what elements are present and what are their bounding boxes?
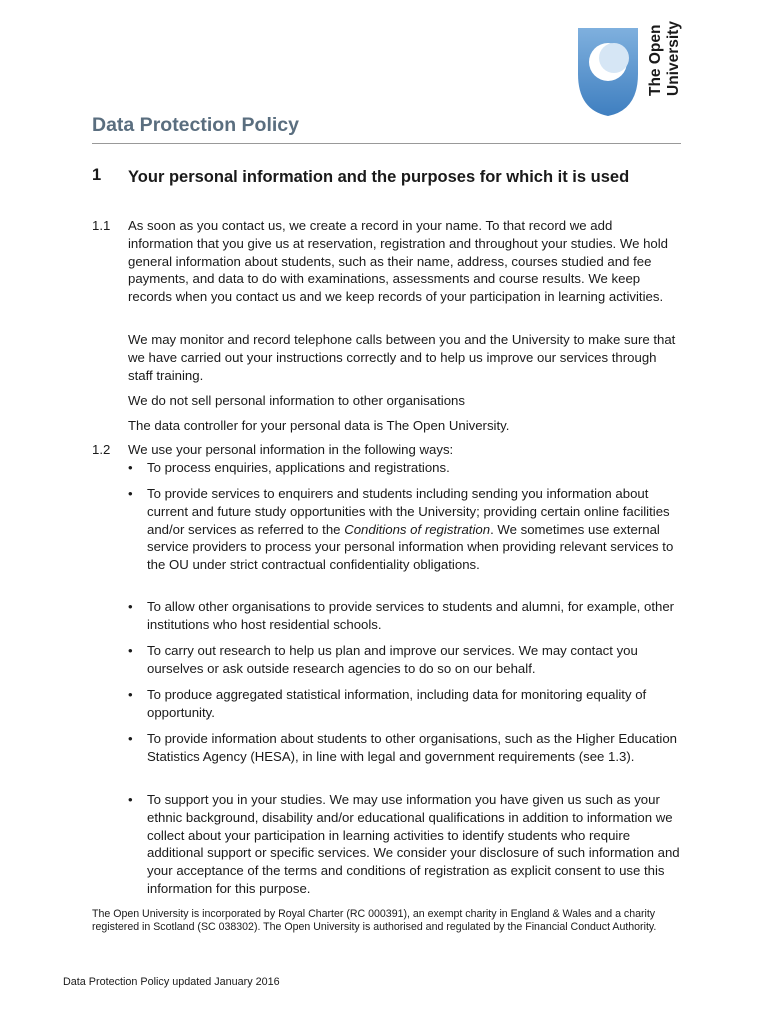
section-number: 1 <box>92 166 102 184</box>
list-item-text: To carry out research to help us plan and improve our services. We may contact you ourselves or ask outside research agencies to do so on our behalf. <box>147 643 638 676</box>
list-item <box>128 642 680 678</box>
clause-1-2-intro: We use your personal information in the following ways: <box>128 442 454 457</box>
list-item <box>128 485 680 574</box>
list-item <box>128 730 680 766</box>
list-item <box>128 686 680 722</box>
clause-1-1-paragraph: As soon as you contact us, we create a record in your name. To that record we add information that you give us at reservation, registration and throughout your studies. We hold general information about students, such as their name, address, courses studied and fee payments, and data to do with examinations, assessments and course results. We keep records when you contact us and we keep records of your participation in learning activities. <box>128 218 669 305</box>
bullet-icon: • <box>128 643 133 658</box>
bullet-icon: • <box>128 687 133 702</box>
list-item-text: To process enquiries, applications and registrations. <box>147 460 450 475</box>
bullet-icon: • <box>128 792 133 807</box>
title-divider <box>92 143 681 144</box>
clause-1-1-controller: The data controller for your personal data is The Open University. <box>128 418 510 433</box>
logo-line1: The Open <box>647 24 664 96</box>
bullet-icon: • <box>128 731 133 746</box>
list-item-text: To support you in your studies. We may use information you have given us such as your ethnic background, disability and/or educational qualifications in addition to information we collect about your participation in learning activities to identify students who require additional support or specific services. We consider your disclosure of such information and your acceptance of the terms and conditions of registration as explicit consent to use this information for this purpose. <box>147 792 680 896</box>
charter-footnote: The Open University is incorporated by Royal Charter (RC 000391), an exempt charity in England & Wales and a charity registered in Scotland (SC 038302). The Open University is authorised and regulated by the Financial Conduct Authority. <box>92 908 657 934</box>
list-item-text: To provide services to enquirers and students including sending you information about current and future study opportunities with the University; providing certain online facilities and/or services as referred to the Conditions of registration. We sometimes use external service providers to process your personal information when providing relevant services to the OU under strict contractual confidentiality obligations. <box>147 486 674 573</box>
list-item-text: To allow other organisations to provide services to students and alumni, for example, other institutions who host residential schools. <box>147 599 675 632</box>
bullet-icon: • <box>128 599 133 614</box>
clause-1-1-no-sell: We do not sell personal information to other organisations <box>128 393 465 408</box>
page-title: Data Protection Policy <box>92 114 299 136</box>
list-item <box>128 598 680 634</box>
page-footer: Data Protection Policy updated January 2016 <box>63 976 280 988</box>
conditions-of-registration-ref: Conditions of registration <box>344 521 491 537</box>
logo-line2: University <box>665 21 682 96</box>
list-item-text: To produce aggregated statistical information, including data for monitoring equality of opportunity. <box>147 687 647 720</box>
section-heading: Your personal information and the purposes for which it is used <box>128 168 630 186</box>
list-item <box>128 459 680 477</box>
clause-number-1-1: 1.1 <box>92 218 111 233</box>
clause-1-1-monitoring: We may monitor and record telephone calls between you and the University to make sure that we have carried out your instructions correctly and to help us improve our services through staff training. <box>128 332 676 383</box>
list-item <box>128 791 680 898</box>
logo-wordmark <box>647 21 688 96</box>
bullet-icon: • <box>128 460 133 475</box>
list-item-text: To provide information about students to other organisations, such as the Higher Education Statistics Agency (HESA), in line with legal and government requirements (see 1.3). <box>147 731 678 764</box>
bullet-icon: • <box>128 486 133 501</box>
clause-number-1-2: 1.2 <box>92 442 111 457</box>
